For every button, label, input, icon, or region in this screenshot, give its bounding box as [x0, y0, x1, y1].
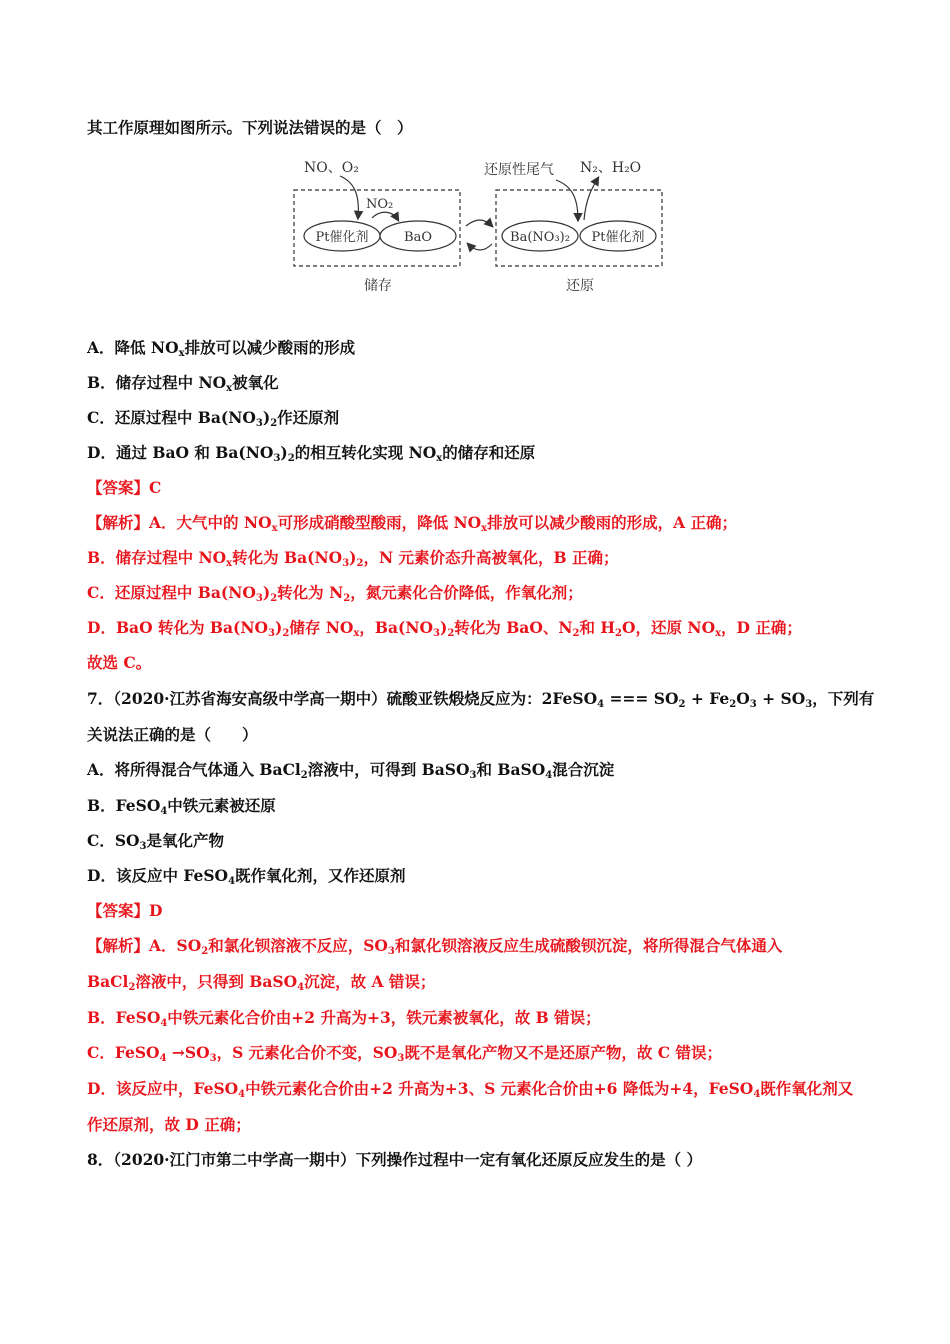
q7-analysis-6: 作还原剂，故 D 正确； [87, 1115, 251, 1134]
q6-analysis-5: 故选 C。 [87, 653, 152, 672]
reducing-gas-label: 还原性尾气 [484, 162, 554, 178]
q8-stem: 8．（2020·江门市第二中学高一期中）下列操作过程中一定有氧化还原反应发生的是（ ） [87, 1150, 702, 1169]
exchange-arrow-right [466, 220, 492, 226]
input-arrow [340, 176, 358, 218]
question-intro: 其工作原理如图所示。下列说法错误的是（ ） [87, 118, 413, 137]
q6-option-a: A．降低 $NO_x$排放可以减少酸雨的形成 [87, 338, 356, 359]
no2-arrow [372, 212, 398, 220]
pt-catalyst-left-label: Pt催化剂 [315, 230, 369, 245]
q7-stem-1: 7．（2020·江苏省海安高级中学高一期中）硫酸亚铁煅烧反应为：2FeSO$_4$ === $SO_2 + Fe_2O_3 + SO_3$，下列有 [87, 689, 875, 710]
reducing-gas-arrow [556, 180, 578, 220]
q7-answer: 【答案】D [87, 901, 163, 920]
pt-catalyst-right-label: Pt催化剂 [591, 230, 645, 245]
q6-analysis-2: B．储存过程中 $NO_x$转化为 $Ba(NO_3)_2$，N 元素价态升高被氧化，B 正确； [87, 548, 619, 569]
q7-stem-2: 关说法正确的是（ ） [87, 725, 258, 744]
no2-label: NO₂ [366, 197, 394, 212]
bao-label: BaO [404, 230, 432, 245]
reduction-label: 还原 [566, 278, 594, 294]
ba-no3-label: Ba(NO₃)₂ [510, 230, 570, 245]
storage-label: 储存 [364, 278, 392, 294]
q6-option-c: C．还原过程中 $Ba(NO_3)_2$作还原剂 [87, 408, 340, 429]
q7-analysis-2: BaCl$_2$溶液中，只得到 BaSO$_4$沉淀，故 A 错误； [87, 972, 436, 993]
products-label: N₂、H₂O [580, 160, 642, 176]
products-arrow [584, 178, 598, 220]
q7-analysis-3: B．FeSO$_4$中铁元素化合价由+2 升高为+3，铁元素被氧化，故 B 错误； [87, 1008, 601, 1029]
q7-analysis-5: D．该反应中，FeSO$_4$中铁元素化合价由+2 升高为+3、S 元素化合价由+6 降低为+4，FeSO$_4$既作氧化剂又 [87, 1079, 854, 1100]
exchange-arrow-left [468, 244, 492, 250]
nsr-mechanism-diagram [288, 148, 668, 298]
left-input-label: NO、O₂ [304, 160, 359, 176]
q7-analysis-4: C．FeSO$_4$ $\to SO_3$，S 元素化合价不变，$SO_3$既不是氧化产物又不是还原产物，故 C 错误； [87, 1043, 722, 1064]
q6-analysis-1: 【解析】A．大气中的 $NO_x$可形成硝酸型酸雨，降低 $NO_x$排放可以减少酸雨的形成，A 正确； [87, 513, 738, 534]
q6-analysis-4: D．BaO 转化为 $Ba(NO_3)_2$储存 $NO_x$，$Ba(NO_3)_2$转化为 BaO、$N_2$和 $H_2O$，还原 $NO_x$，D 正确； [87, 618, 802, 639]
q7-option-a: A．将所得混合气体通入 BaCl$_2$溶液中，可得到 BaSO$_3$和 BaSO$_4$混合沉淀 [87, 760, 615, 781]
q6-answer: 【答案】C [87, 478, 162, 497]
q7-option-d: D．该反应中 FeSO$_4$既作氧化剂，又作还原剂 [87, 866, 406, 887]
q7-option-b: B．FeSO$_4$中铁元素被还原 [87, 796, 276, 817]
q6-option-d: D．通过 BaO 和 $Ba(NO_3)_2$的相互转化实现 $NO_x$的储存和还原 [87, 443, 536, 464]
q7-analysis-1: 【解析】A．$SO_2$和氯化钡溶液不反应，$SO_3$和氯化钡溶液反应生成硫酸钡沉淀，将所得混合气体通入 [87, 936, 783, 957]
q6-analysis-3: C．还原过程中 $Ba(NO_3)_2$转化为 $N_2$，氮元素化合价降低，作氧化剂； [87, 583, 583, 604]
q6-option-b: B．储存过程中 $NO_x$被氧化 [87, 373, 279, 394]
q7-option-c: C．$SO_3$是氧化产物 [87, 831, 225, 852]
